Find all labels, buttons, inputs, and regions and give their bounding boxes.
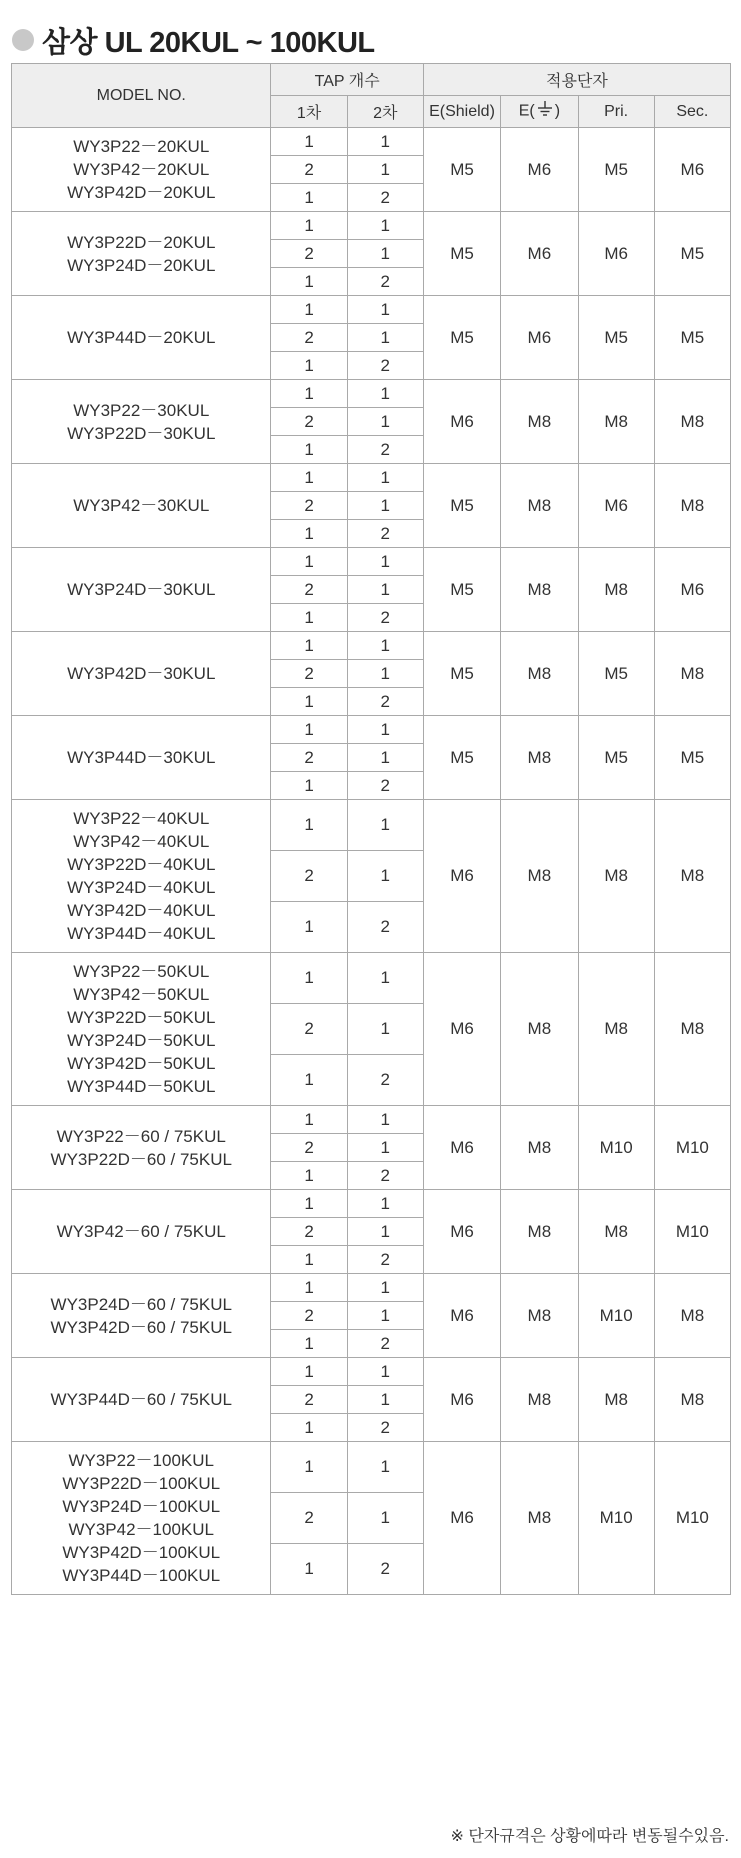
e-ground-terminal-cell: M6 bbox=[501, 296, 578, 380]
tap-secondary-cell: 1 bbox=[347, 716, 423, 744]
tap-secondary-cell: 1 bbox=[347, 1004, 423, 1055]
tap-secondary-cell: 1 bbox=[347, 408, 423, 436]
tap-primary-cell: 2 bbox=[271, 660, 347, 688]
tap-primary-cell: 1 bbox=[271, 1190, 347, 1218]
e-ground-terminal-cell: M8 bbox=[501, 380, 578, 464]
model-name: WY3P24D－30KUL bbox=[67, 580, 216, 599]
e-shield-terminal-cell: M5 bbox=[423, 296, 500, 380]
tap-secondary-cell: 1 bbox=[347, 1493, 423, 1544]
tap-primary-cell: 1 bbox=[271, 604, 347, 632]
model-name: WY3P42D－100KUL bbox=[62, 1543, 221, 1562]
table-row bbox=[12, 548, 731, 576]
model-cell bbox=[12, 953, 271, 1106]
footnote: ※ 단자규격은 상황에따라 변동될수있음. bbox=[450, 1828, 729, 1845]
model-name: WY3P44D－50KUL bbox=[67, 1077, 216, 1096]
sec-terminal-cell: M8 bbox=[654, 632, 730, 716]
sec-terminal-cell: M10 bbox=[654, 1106, 730, 1190]
header-e-ground bbox=[501, 96, 578, 128]
model-cell bbox=[12, 1106, 271, 1190]
e-shield-terminal-cell: M6 bbox=[423, 1442, 500, 1595]
tap-secondary-cell: 2 bbox=[347, 688, 423, 716]
pri-terminal-cell: M8 bbox=[578, 548, 654, 632]
model-cell bbox=[12, 296, 271, 380]
tap-primary-cell: 2 bbox=[271, 744, 347, 772]
model-cell bbox=[12, 212, 271, 296]
tap-primary-cell: 1 bbox=[271, 1106, 347, 1134]
tap-secondary-cell: 1 bbox=[347, 296, 423, 324]
model-cell bbox=[12, 800, 271, 953]
tap-primary-cell: 1 bbox=[271, 268, 347, 296]
pri-terminal-cell: M8 bbox=[578, 953, 654, 1106]
tap-primary-cell: 1 bbox=[271, 688, 347, 716]
tap-primary-cell: 2 bbox=[271, 1004, 347, 1055]
tap-primary-cell: 1 bbox=[271, 1246, 347, 1274]
e-ground-terminal-cell: M8 bbox=[501, 800, 578, 953]
header-sec: Sec. bbox=[654, 96, 730, 128]
model-name: WY3P22－40KUL bbox=[73, 809, 210, 828]
tap-secondary-cell: 1 bbox=[347, 492, 423, 520]
sec-terminal-cell: M8 bbox=[654, 800, 730, 953]
tap-secondary-cell: 2 bbox=[347, 352, 423, 380]
model-name: WY3P24D－60 / 75KUL bbox=[50, 1294, 232, 1314]
tap-secondary-cell: 1 bbox=[347, 1190, 423, 1218]
tap-secondary-cell: 2 bbox=[347, 268, 423, 296]
tap-secondary-cell: 1 bbox=[347, 851, 423, 902]
e-shield-terminal-cell: M5 bbox=[423, 464, 500, 548]
model-cell bbox=[12, 716, 271, 800]
e-ground-terminal-cell: M8 bbox=[501, 1190, 578, 1274]
model-name: WY3P22D－40KUL bbox=[67, 855, 216, 874]
tap-primary-cell: 1 bbox=[271, 1162, 347, 1190]
e-ground-terminal-cell: M8 bbox=[501, 632, 578, 716]
table-row bbox=[12, 1442, 731, 1493]
e-ground-terminal-cell: M8 bbox=[501, 716, 578, 800]
model-cell bbox=[12, 464, 271, 548]
tap-primary-cell: 1 bbox=[271, 716, 347, 744]
tap-secondary-cell: 1 bbox=[347, 953, 423, 1004]
model-name: WY3P42D－60 / 75KUL bbox=[50, 1317, 232, 1337]
model-name: WY3P44D－60 / 75KUL bbox=[50, 1390, 232, 1409]
e-ground-terminal-cell: M6 bbox=[501, 212, 578, 296]
sec-terminal-cell: M10 bbox=[654, 1442, 730, 1595]
sec-terminal-cell: M5 bbox=[654, 296, 730, 380]
e-ground-terminal-cell: M8 bbox=[501, 953, 578, 1106]
title-text: 삼상 UL 20KUL ~ 100KUL bbox=[42, 26, 375, 59]
sec-terminal-cell: M8 bbox=[654, 1358, 730, 1442]
tap-primary-cell: 2 bbox=[271, 1134, 347, 1162]
e-ground-terminal-cell: M8 bbox=[501, 1358, 578, 1442]
model-name: WY3P24D－100KUL bbox=[62, 1497, 221, 1516]
tap-primary-cell: 1 bbox=[271, 1330, 347, 1358]
e-shield-terminal-cell: M6 bbox=[423, 1106, 500, 1190]
tap-secondary-cell: 2 bbox=[347, 1055, 423, 1106]
model-cell bbox=[12, 380, 271, 464]
tap-primary-cell: 1 bbox=[271, 902, 347, 953]
sec-terminal-cell: M8 bbox=[654, 464, 730, 548]
pri-terminal-cell: M10 bbox=[578, 1106, 654, 1190]
header-e-shield: E(Shield) bbox=[423, 96, 500, 128]
table-row bbox=[12, 800, 731, 851]
e-ground-terminal-cell: M8 bbox=[501, 1442, 578, 1595]
model-name: WY3P22－20KUL bbox=[73, 137, 210, 156]
tap-secondary-cell: 2 bbox=[347, 184, 423, 212]
model-name: WY3P42－100KUL bbox=[68, 1520, 214, 1539]
e-shield-terminal-cell: M6 bbox=[423, 800, 500, 953]
tap-primary-cell: 2 bbox=[271, 1386, 347, 1414]
table-row bbox=[12, 212, 731, 240]
model-name: WY3P24D－50KUL bbox=[67, 1031, 216, 1050]
sec-terminal-cell: M6 bbox=[654, 128, 730, 212]
tap-primary-cell: 1 bbox=[271, 800, 347, 851]
e-shield-terminal-cell: M6 bbox=[423, 1274, 500, 1358]
tap-secondary-cell: 1 bbox=[347, 212, 423, 240]
model-name: WY3P22D－60 / 75KUL bbox=[50, 1149, 232, 1169]
tap-secondary-cell: 1 bbox=[347, 156, 423, 184]
tap-primary-cell: 1 bbox=[271, 352, 347, 380]
tap-secondary-cell: 2 bbox=[347, 772, 423, 800]
e-ground-terminal-cell: M8 bbox=[501, 1274, 578, 1358]
tap-primary-cell: 2 bbox=[271, 1302, 347, 1330]
e-shield-terminal-cell: M6 bbox=[423, 1358, 500, 1442]
tap-secondary-cell: 1 bbox=[347, 1106, 423, 1134]
tap-secondary-cell: 1 bbox=[347, 1218, 423, 1246]
sec-terminal-cell: M5 bbox=[654, 716, 730, 800]
sec-terminal-cell: M8 bbox=[654, 1274, 730, 1358]
model-cell bbox=[12, 548, 271, 632]
tap-primary-cell: 2 bbox=[271, 1493, 347, 1544]
model-name: WY3P22－60 / 75KUL bbox=[56, 1126, 226, 1146]
model-name: WY3P24D－40KUL bbox=[67, 878, 216, 897]
table-row bbox=[12, 632, 731, 660]
e-shield-terminal-cell: M5 bbox=[423, 548, 500, 632]
table-row bbox=[12, 1106, 731, 1134]
tap-primary-cell: 1 bbox=[271, 464, 347, 492]
pri-terminal-cell: M8 bbox=[578, 380, 654, 464]
tap-primary-cell: 2 bbox=[271, 492, 347, 520]
model-cell bbox=[12, 632, 271, 716]
model-name: WY3P44D－100KUL bbox=[62, 1566, 221, 1585]
tap-secondary-cell: 1 bbox=[347, 1358, 423, 1386]
e-ground-terminal-cell: M6 bbox=[501, 128, 578, 212]
tap-secondary-cell: 1 bbox=[347, 240, 423, 268]
e-shield-terminal-cell: M6 bbox=[423, 1190, 500, 1274]
tap-primary-cell: 1 bbox=[271, 212, 347, 240]
model-cell bbox=[12, 1358, 271, 1442]
table-row bbox=[12, 128, 731, 156]
model-name: WY3P42－20KUL bbox=[73, 160, 210, 179]
header-pri: Pri. bbox=[578, 96, 654, 128]
pri-terminal-cell: M8 bbox=[578, 1358, 654, 1442]
tap-secondary-cell: 2 bbox=[347, 902, 423, 953]
model-name: WY3P22D－50KUL bbox=[67, 1008, 216, 1027]
model-name: WY3P22－30KUL bbox=[73, 400, 210, 420]
table-row bbox=[12, 464, 731, 492]
tap-secondary-cell: 1 bbox=[347, 744, 423, 772]
model-name: WY3P22－100KUL bbox=[68, 1451, 214, 1470]
pri-terminal-cell: M8 bbox=[578, 800, 654, 953]
tap-secondary-cell: 2 bbox=[347, 520, 423, 548]
tap-secondary-cell: 1 bbox=[347, 464, 423, 492]
sec-terminal-cell: M8 bbox=[654, 953, 730, 1106]
e-shield-terminal-cell: M5 bbox=[423, 128, 500, 212]
model-name: WY3P42－60 / 75KUL bbox=[56, 1222, 226, 1241]
header-row-top bbox=[12, 64, 731, 96]
table-row bbox=[12, 1274, 731, 1302]
tap-secondary-cell: 1 bbox=[347, 1386, 423, 1414]
table-row bbox=[12, 1190, 731, 1218]
tap-secondary-cell: 1 bbox=[347, 1302, 423, 1330]
tap-secondary-cell: 2 bbox=[347, 1414, 423, 1442]
tap-primary-cell: 2 bbox=[271, 324, 347, 352]
pri-terminal-cell: M10 bbox=[578, 1274, 654, 1358]
tap-primary-cell: 1 bbox=[271, 296, 347, 324]
model-name: WY3P42D－30KUL bbox=[67, 664, 216, 683]
model-name: WY3P44D－40KUL bbox=[67, 924, 216, 943]
table-row bbox=[12, 716, 731, 744]
sec-terminal-cell: M5 bbox=[654, 212, 730, 296]
tap-primary-cell: 1 bbox=[271, 1442, 347, 1493]
bullet-circle-icon bbox=[12, 29, 34, 51]
table-row bbox=[12, 1358, 731, 1386]
table-row bbox=[12, 380, 731, 408]
model-name: WY3P42D－40KUL bbox=[67, 901, 216, 920]
pri-terminal-cell: M5 bbox=[578, 128, 654, 212]
spec-table bbox=[11, 63, 731, 1595]
tap-primary-cell: 1 bbox=[271, 772, 347, 800]
tap-secondary-cell: 2 bbox=[347, 1544, 423, 1595]
tap-primary-cell: 1 bbox=[271, 380, 347, 408]
tap-secondary-cell: 1 bbox=[347, 1274, 423, 1302]
model-name: WY3P42－40KUL bbox=[73, 832, 210, 851]
tap-primary-cell: 1 bbox=[271, 184, 347, 212]
tap-secondary-cell: 2 bbox=[347, 436, 423, 464]
tap-primary-cell: 1 bbox=[271, 1358, 347, 1386]
tap-secondary-cell: 1 bbox=[347, 1134, 423, 1162]
tap-primary-cell: 2 bbox=[271, 156, 347, 184]
tap-primary-cell: 1 bbox=[271, 436, 347, 464]
model-cell bbox=[12, 128, 271, 212]
tap-secondary-cell: 1 bbox=[347, 1442, 423, 1493]
model-cell bbox=[12, 1274, 271, 1358]
tap-primary-cell: 1 bbox=[271, 1544, 347, 1595]
pri-terminal-cell: M10 bbox=[578, 1442, 654, 1595]
pri-terminal-cell: M6 bbox=[578, 212, 654, 296]
header-tap-secondary: 2차 bbox=[347, 96, 423, 128]
tap-secondary-cell: 1 bbox=[347, 800, 423, 851]
tap-secondary-cell: 2 bbox=[347, 1246, 423, 1274]
tap-primary-cell: 2 bbox=[271, 408, 347, 436]
header-tap-primary: 1차 bbox=[271, 96, 347, 128]
table-row bbox=[12, 953, 731, 1004]
tap-primary-cell: 1 bbox=[271, 1055, 347, 1106]
tap-primary-cell: 1 bbox=[271, 548, 347, 576]
model-name: WY3P42－30KUL bbox=[73, 496, 210, 515]
tap-secondary-cell: 2 bbox=[347, 1162, 423, 1190]
model-cell bbox=[12, 1442, 271, 1595]
pri-terminal-cell: M5 bbox=[578, 716, 654, 800]
e-shield-terminal-cell: M6 bbox=[423, 953, 500, 1106]
tap-primary-cell: 2 bbox=[271, 851, 347, 902]
e-ground-terminal-cell: M8 bbox=[501, 548, 578, 632]
pri-terminal-cell: M8 bbox=[578, 1190, 654, 1274]
tap-secondary-cell: 1 bbox=[347, 380, 423, 408]
e-ground-terminal-cell: M8 bbox=[501, 464, 578, 548]
tap-secondary-cell: 1 bbox=[347, 576, 423, 604]
tap-primary-cell: 2 bbox=[271, 240, 347, 268]
page-title bbox=[12, 22, 375, 58]
tap-secondary-cell: 1 bbox=[347, 324, 423, 352]
model-name: WY3P22D－20KUL bbox=[67, 232, 216, 252]
pri-terminal-cell: M5 bbox=[578, 632, 654, 716]
model-name: WY3P44D－20KUL bbox=[67, 328, 216, 347]
tap-primary-cell: 1 bbox=[271, 128, 347, 156]
sec-terminal-cell: M8 bbox=[654, 380, 730, 464]
model-name: WY3P22D－30KUL bbox=[67, 423, 216, 443]
pri-terminal-cell: M5 bbox=[578, 296, 654, 380]
tap-secondary-cell: 1 bbox=[347, 548, 423, 576]
tap-primary-cell: 1 bbox=[271, 1274, 347, 1302]
model-name: WY3P24D－20KUL bbox=[67, 255, 216, 275]
tap-secondary-cell: 1 bbox=[347, 128, 423, 156]
e-shield-terminal-cell: M5 bbox=[423, 632, 500, 716]
e-ground-prefix: E( bbox=[518, 102, 535, 120]
model-name: WY3P22－50KUL bbox=[73, 962, 210, 981]
tap-secondary-cell: 1 bbox=[347, 660, 423, 688]
model-name: WY3P42D－20KUL bbox=[67, 183, 216, 202]
model-cell bbox=[12, 1190, 271, 1274]
tap-primary-cell: 1 bbox=[271, 953, 347, 1004]
tap-secondary-cell: 1 bbox=[347, 632, 423, 660]
e-ground-terminal-cell: M8 bbox=[501, 1106, 578, 1190]
model-name: WY3P42－50KUL bbox=[73, 985, 210, 1004]
sec-terminal-cell: M10 bbox=[654, 1190, 730, 1274]
sec-terminal-cell: M6 bbox=[654, 548, 730, 632]
header-model: MODEL NO. bbox=[12, 64, 271, 128]
model-name: WY3P44D－30KUL bbox=[67, 748, 216, 767]
tap-primary-cell: 2 bbox=[271, 576, 347, 604]
e-ground-suffix: ) bbox=[554, 102, 561, 120]
tap-secondary-cell: 2 bbox=[347, 1330, 423, 1358]
tap-primary-cell: 1 bbox=[271, 632, 347, 660]
pri-terminal-cell: M6 bbox=[578, 464, 654, 548]
header-tap-group: TAP 개수 bbox=[271, 64, 423, 96]
ground-icon bbox=[537, 100, 553, 123]
e-shield-terminal-cell: M5 bbox=[423, 212, 500, 296]
tap-primary-cell: 2 bbox=[271, 1218, 347, 1246]
e-shield-terminal-cell: M5 bbox=[423, 716, 500, 800]
tap-secondary-cell: 2 bbox=[347, 604, 423, 632]
tap-primary-cell: 1 bbox=[271, 1414, 347, 1442]
model-name: WY3P42D－50KUL bbox=[67, 1054, 216, 1073]
model-name: WY3P22D－100KUL bbox=[62, 1474, 221, 1493]
table-row bbox=[12, 296, 731, 324]
tap-primary-cell: 1 bbox=[271, 520, 347, 548]
header-terminal-group: 적용단자 bbox=[423, 64, 730, 96]
e-shield-terminal-cell: M6 bbox=[423, 380, 500, 464]
